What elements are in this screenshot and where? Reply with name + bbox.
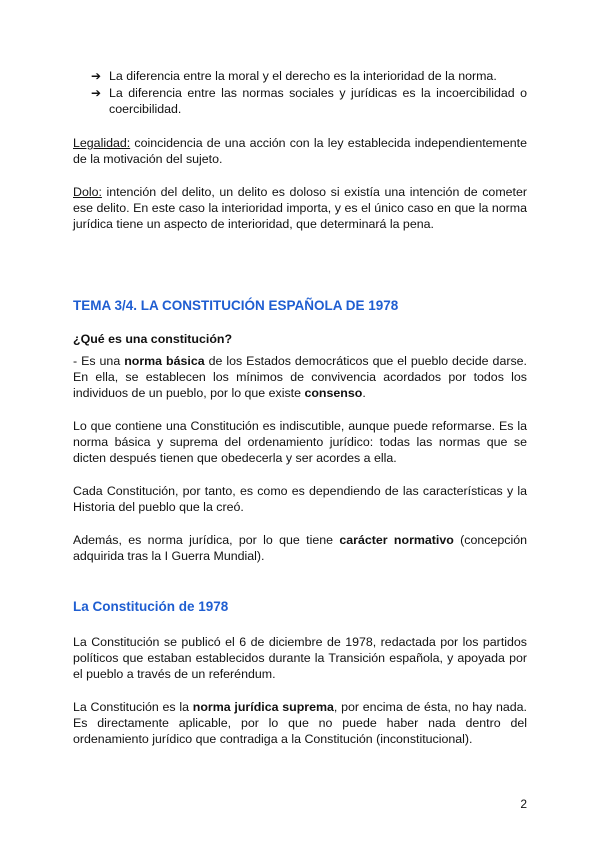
dolo-definition [73, 184, 527, 232]
legalidad-term: Legalidad: [73, 136, 131, 150]
list-item [91, 85, 527, 117]
text-run: La Constitución es la [73, 700, 193, 714]
question-heading: ¿Qué es una constitución? [73, 332, 233, 346]
bullet-text: La diferencia entre la moral y el derecho es la interioridad de la norma. [109, 69, 497, 83]
section-title: TEMA 3/4. LA CONSTITUCIÓN ESPAÑOLA DE 1978 [73, 298, 399, 313]
text-run: - Es una [73, 354, 125, 368]
paragraph: La Constitución se publicó el 6 de diciembre de 1978, redactada por los partidos políticos que estaban establecidos durante la Transición española, y apoyada por el pueblo a través de un referéndum. [73, 635, 527, 681]
page-number: 2 [520, 797, 527, 811]
text-run: , por encima de ésta, no hay nada. Es directamente aplicable, por lo que no puede haber nada dentro del ordenamiento jurídico que contradiga a la Constitución (inconstitucional). [73, 700, 527, 746]
paragraph [73, 353, 527, 401]
bold-term: consenso [304, 386, 363, 400]
legalidad-text: coincidencia de una acción con la ley establecida independientemente de la motivación del sujeto. [73, 136, 527, 166]
paragraph [73, 532, 527, 564]
paragraph: Lo que contiene una Constitución es indiscutible, aunque puede reformarse. Es la norma básica y suprema del ordenamiento jurídico: todas las normas que se dicten después tienen que obedecerla y ser acordes a ella. [73, 419, 527, 465]
subsection-title: La Constitución de 1978 [73, 599, 229, 614]
bold-term: norma jurídica suprema [192, 700, 334, 714]
paragraph [73, 699, 527, 747]
dolo-term: Dolo: [73, 185, 102, 199]
text-run: (concepción adquirida tras la I Guerra Mundial). [73, 533, 527, 563]
bold-term: carácter normativo [339, 533, 454, 547]
paragraph: Cada Constitución, por tanto, es como es dependiendo de las características y la Historia del pueblo que la creó. [73, 484, 527, 514]
right-arrow-icon: ➔ [91, 86, 102, 100]
list-item [91, 68, 527, 84]
text-run: de los Estados democráticos que el pueblo decide darse. En ella, se establecen los mínimos de convivencia acordados por todos los individuos de un pueblo, por lo que existe [73, 354, 527, 400]
text-run: Además, es norma jurídica, por lo que tiene [73, 533, 340, 547]
bullet-text: La diferencia entre las normas sociales y jurídicas es la incoercibilidad o coercibilidad. [109, 86, 527, 116]
bold-term: norma básica [124, 354, 205, 368]
bullet-list [91, 68, 527, 117]
legalidad-definition [73, 135, 527, 167]
dolo-text: intención del delito, un delito es doloso si existía una intención de cometer ese delito. En este caso la interioridad importa, y es el único caso en que la norma jurídica tiene un aspecto de interioridad, que determinará la pena. [73, 185, 527, 231]
right-arrow-icon: ➔ [91, 69, 102, 83]
document-page [73, 68, 527, 764]
text-run: . [362, 386, 366, 400]
